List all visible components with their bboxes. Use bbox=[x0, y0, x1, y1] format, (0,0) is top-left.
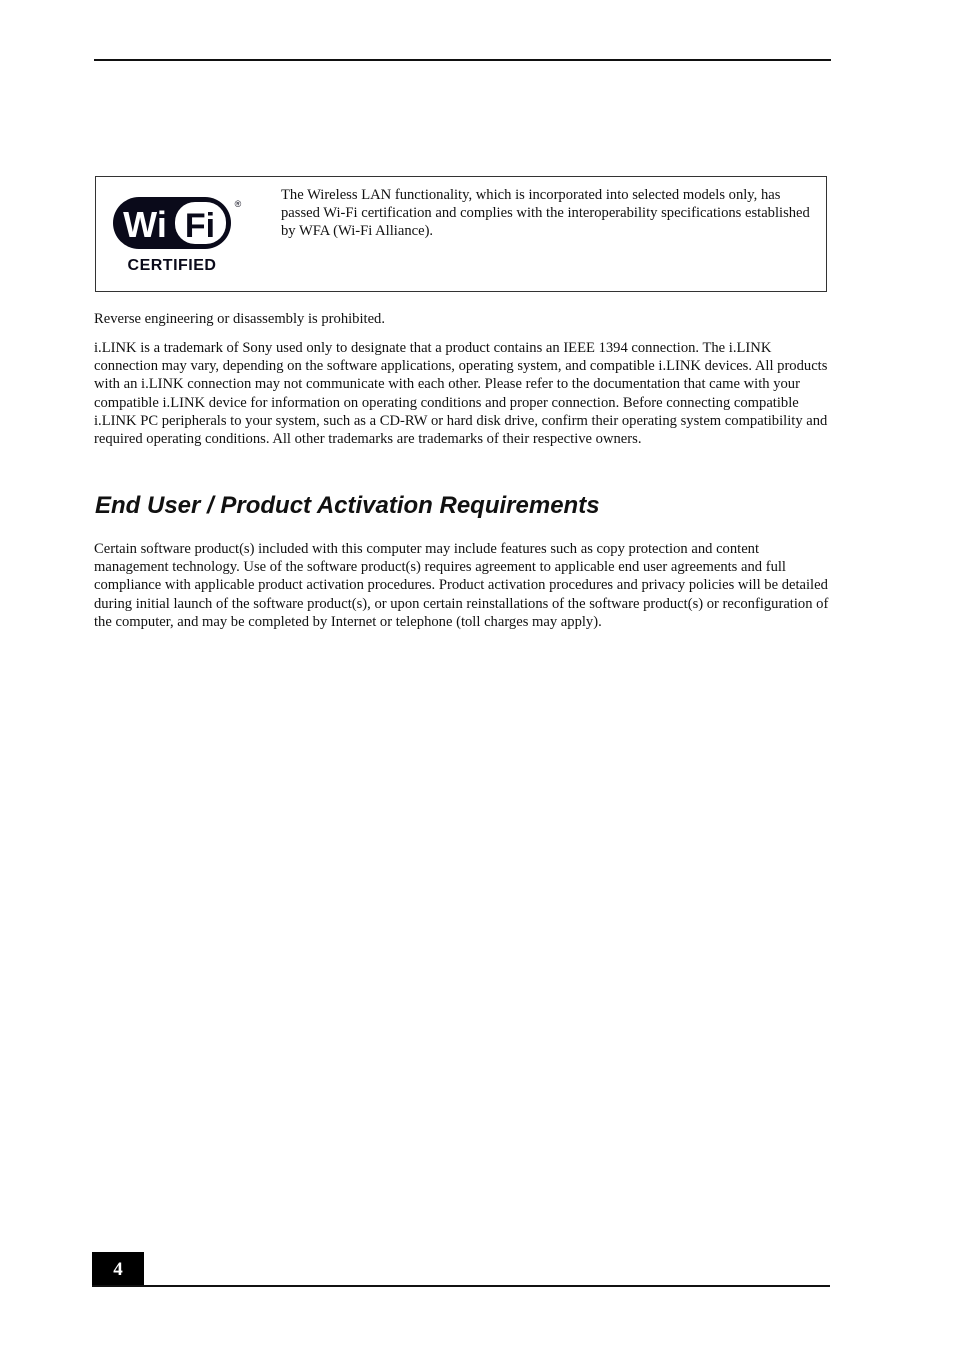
wifi-wordmark-right: Fi bbox=[184, 207, 216, 245]
activation-requirements-text: Certain software product(s) included with this computer may include features such as copy protection and content management technology. Use of the software product(s) requires agreement to applicable end user agreements and full compliance with applicable product activation procedures. Product activation procedures and privacy policies will be detailed during initial launch of the software product(s), or upon certain reinstallations of the software product(s) or reconfiguration of the computer, and may be completed by Internet or telephone (toll charges may apply). bbox=[94, 541, 829, 630]
registered-mark: ® bbox=[234, 199, 242, 209]
footer-rule bbox=[92, 1285, 830, 1287]
page-number: 4 bbox=[92, 1252, 144, 1287]
reverse-engineering-notice: Reverse engineering or disassembly is prohibited. bbox=[94, 311, 385, 327]
wifi-certification-notice bbox=[95, 176, 827, 292]
wifi-certified-logo bbox=[112, 195, 244, 277]
wifi-notice-text: The Wireless LAN functionality, which is incorporated into selected models only, has passed Wi-Fi certification and complies with the interoperability specifications established by WFA (Wi-Fi Alliance). bbox=[281, 187, 810, 240]
ilink-trademark-notice: i.LINK is a trademark of Sony used only to designate that a product contains an IEEE 1394 connection. The i.LINK connection may vary, depending on the software applications, operating system, and compatible i.LINK devices. All products with an i.LINK connection may not communicate with each other. Please refer to the documentation that came with your compatible i.LINK device for information on operating conditions and proper connection. Before connecting compatible i.LINK PC peripherals to your system, such as a CD-RW or hard disk drive, confirm their operating system compatibility and required operating conditions. All other trademarks are trademarks of their respective owners. bbox=[94, 340, 828, 448]
wifi-wordmark-left: Wi bbox=[123, 204, 167, 245]
certified-label: CERTIFIED bbox=[127, 257, 217, 274]
header-rule bbox=[94, 59, 831, 61]
section-heading: End User / Product Activation Requirements bbox=[95, 492, 600, 519]
